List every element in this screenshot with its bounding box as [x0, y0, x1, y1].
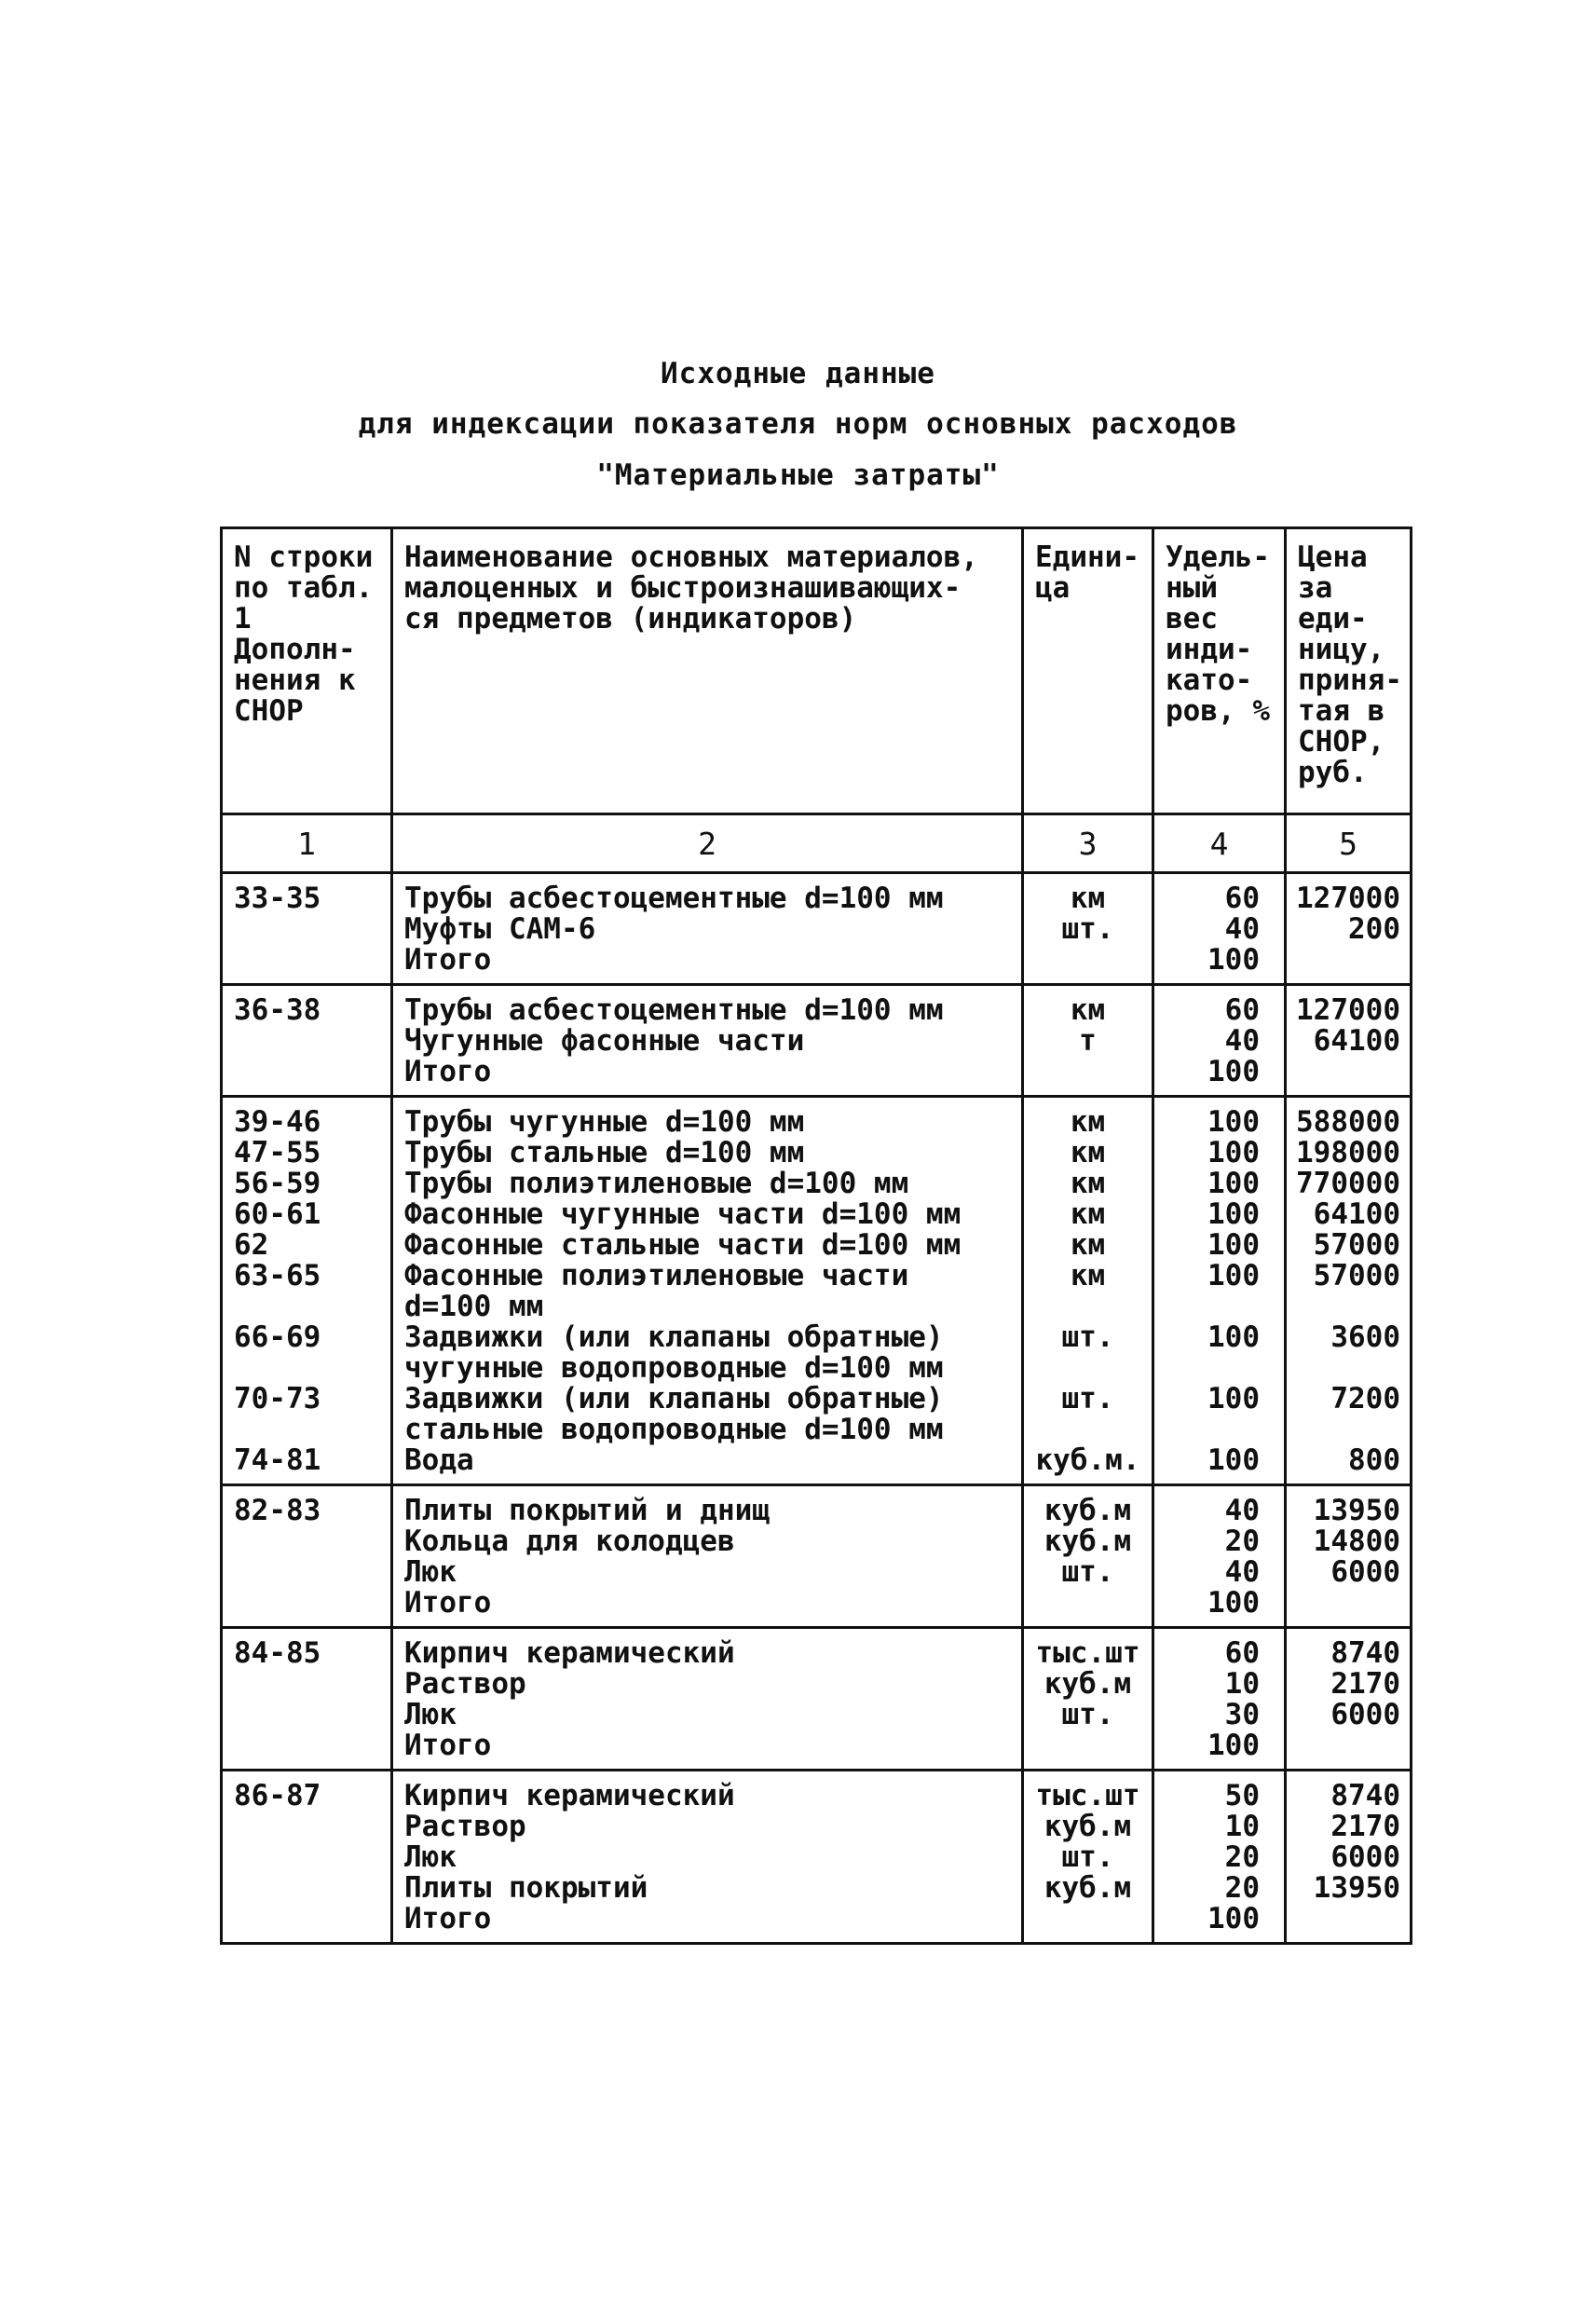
material-name: Чугунные фасонные части [404, 1024, 805, 1058]
price-value: 127000 [1296, 993, 1400, 1027]
unit-value: куб.м [1044, 1667, 1132, 1701]
unit-value-cell [1023, 1771, 1153, 1944]
material-name-cell [392, 1771, 1023, 1944]
unit-value [1024, 1292, 1152, 1322]
material-name: Люк [404, 1840, 457, 1874]
unit-value: шт. [1061, 1840, 1114, 1874]
unit-value-cell [1023, 1485, 1153, 1628]
row-code: 33-35 [234, 882, 321, 915]
material-name: Итого [404, 1055, 492, 1088]
price-value: 800 [1348, 1443, 1400, 1477]
weight-value: 100 [1207, 1443, 1260, 1477]
material-name: Кирпич керамический [404, 1779, 735, 1812]
unit-value: км [1070, 1228, 1106, 1262]
material-name: d=100 мм [404, 1290, 544, 1323]
price-value: 13950 [1313, 1494, 1400, 1527]
price-value: 198000 [1296, 1136, 1400, 1169]
unit-value: куб.м [1044, 1494, 1132, 1527]
material-name: Плиты покрытий и днищ [404, 1494, 770, 1527]
weight-value: 60 [1224, 1636, 1260, 1670]
weight-value: 100 [1207, 1586, 1260, 1620]
material-name: стальные водопроводные d=100 мм [404, 1413, 944, 1446]
row-code [234, 945, 390, 976]
weight-value: 40 [1224, 1024, 1260, 1058]
material-name: Задвижки (или клапаны обратные) [404, 1382, 944, 1415]
unit-value-cell [1023, 985, 1153, 1097]
row-code [234, 1353, 390, 1384]
weight-value: 100 [1207, 1729, 1260, 1762]
price-value: 588000 [1296, 1105, 1400, 1139]
weight-value: 100 [1207, 1902, 1260, 1935]
unit-value-cell [1023, 873, 1153, 985]
material-name: Раствор [404, 1810, 526, 1843]
price-value-cell [1286, 1628, 1412, 1771]
unit-value-cell [1023, 1628, 1153, 1771]
weight-value: 40 [1224, 1555, 1260, 1589]
price-value: 2170 [1330, 1667, 1400, 1701]
weight-value-cell [1153, 985, 1286, 1097]
weight-value: 30 [1224, 1698, 1260, 1731]
material-name: Трубы асбестоцементные d=100 мм [404, 993, 944, 1027]
row-code: 63-65 [234, 1259, 321, 1292]
row-code-cell [222, 1485, 392, 1628]
material-name: Муфты САМ-6 [404, 912, 596, 946]
price-value: 2170 [1330, 1810, 1400, 1843]
unit-value [1024, 1057, 1152, 1087]
material-name-cell [392, 1628, 1023, 1771]
price-value-cell [1286, 1097, 1412, 1485]
price-value: 7200 [1330, 1382, 1400, 1415]
weight-value: 20 [1224, 1840, 1260, 1874]
row-code [234, 1057, 390, 1087]
unit-value: шт. [1061, 912, 1114, 946]
material-name: Итого [404, 1729, 492, 1762]
column-number: 2 [392, 814, 1023, 873]
weight-value: 10 [1224, 1667, 1260, 1701]
column-number: 3 [1023, 814, 1153, 873]
column-numbers-row [222, 814, 1412, 873]
row-code-cell [222, 1771, 392, 1944]
price-value [1287, 1057, 1400, 1087]
weight-value-cell [1153, 1771, 1286, 1944]
row-code [234, 914, 390, 945]
row-code [234, 1292, 390, 1322]
row-code [234, 1557, 390, 1588]
price-value: 6000 [1330, 1698, 1400, 1731]
material-name-cell [392, 985, 1023, 1097]
material-name: Кольца для колодцев [404, 1525, 735, 1558]
price-value [1287, 1415, 1400, 1445]
unit-value: км [1070, 1136, 1106, 1169]
unit-value: куб.м [1044, 1871, 1132, 1905]
material-name: Трубы асбестоцементные d=100 мм [404, 882, 944, 915]
materials-table [220, 526, 1412, 1945]
price-value-cell [1286, 1771, 1412, 1944]
row-code: 66-69 [234, 1320, 321, 1354]
unit-value: шт. [1061, 1698, 1114, 1731]
weight-value: 20 [1224, 1871, 1260, 1905]
price-value [1287, 1292, 1400, 1322]
unit-value: куб.м. [1035, 1443, 1140, 1477]
weight-value: 60 [1224, 993, 1260, 1027]
weight-value: 100 [1207, 1382, 1260, 1415]
row-code [234, 1415, 390, 1445]
weight-value-cell [1153, 873, 1286, 985]
weight-value: 40 [1224, 912, 1260, 946]
weight-value: 100 [1207, 1167, 1260, 1200]
price-value [1287, 945, 1400, 976]
material-name: Фасонные чугунные части d=100 мм [404, 1197, 962, 1231]
row-code: 82-83 [234, 1494, 321, 1527]
weight-value: 50 [1224, 1779, 1260, 1812]
material-name: Кирпич керамический [404, 1636, 735, 1670]
material-name-cell [392, 873, 1023, 985]
price-value: 770000 [1296, 1167, 1400, 1200]
row-code-cell [222, 873, 392, 985]
column-number: 1 [222, 814, 392, 873]
title-line-3: "Материальные затраты" [596, 458, 1000, 492]
price-value-cell [1286, 873, 1412, 985]
header-weight: Удель- ный вес инди- като- ров, % [1153, 528, 1286, 814]
unit-value [1024, 1904, 1152, 1935]
price-value-cell [1286, 1485, 1412, 1628]
table-row-group [222, 873, 1412, 985]
row-code [234, 1669, 390, 1700]
weight-value-cell [1153, 1097, 1286, 1485]
row-code: 86-87 [234, 1779, 321, 1812]
weight-value-cell [1153, 1485, 1286, 1628]
row-code: 36-38 [234, 993, 321, 1027]
price-value: 57000 [1313, 1259, 1400, 1292]
weight-value: 10 [1224, 1810, 1260, 1843]
weight-value: 100 [1207, 1105, 1260, 1139]
row-code: 60-61 [234, 1197, 321, 1231]
unit-value: шт. [1061, 1320, 1114, 1354]
price-value: 200 [1348, 912, 1400, 946]
table-row-group [222, 1097, 1412, 1485]
price-value: 57000 [1313, 1228, 1400, 1262]
weight-value: 20 [1224, 1525, 1260, 1558]
table-row-group [222, 1485, 1412, 1628]
weight-value: 40 [1224, 1494, 1260, 1527]
material-name: Трубы стальные d=100 мм [404, 1136, 805, 1169]
material-name-cell [392, 1485, 1023, 1628]
table-row-group [222, 985, 1412, 1097]
row-code: 56-59 [234, 1167, 321, 1200]
unit-value: км [1070, 1197, 1106, 1231]
material-name: Фасонные стальные части d=100 мм [404, 1228, 962, 1262]
unit-value [1024, 1353, 1152, 1384]
unit-value [1024, 945, 1152, 976]
weight-value [1154, 1292, 1260, 1322]
material-name: Задвижки (или клапаны обратные) [404, 1320, 944, 1354]
header-row-number: N строки по табл. 1 Дополн- нения к СНОР [222, 528, 392, 814]
price-value [1287, 1353, 1400, 1384]
price-value: 8740 [1330, 1636, 1400, 1670]
header-unit: Едини- ца [1023, 528, 1153, 814]
unit-value [1024, 1415, 1152, 1445]
title-line-2: для индексации показателя норм основных расходов [358, 407, 1238, 441]
material-name: Трубы полиэтиленовые d=100 мм [404, 1167, 909, 1200]
row-code [234, 1730, 390, 1761]
weight-value: 100 [1207, 1320, 1260, 1354]
unit-value: шт. [1061, 1382, 1114, 1415]
price-value: 6000 [1330, 1555, 1400, 1589]
row-code [234, 1842, 390, 1873]
row-code: 74-81 [234, 1443, 321, 1477]
row-code: 39-46 [234, 1105, 321, 1139]
weight-value: 100 [1207, 1228, 1260, 1262]
price-value: 8740 [1330, 1779, 1400, 1812]
unit-value [1024, 1588, 1152, 1619]
material-name: Итого [404, 1586, 492, 1620]
table-row-group [222, 1628, 1412, 1771]
price-value [1287, 1588, 1400, 1619]
unit-value: тыс.шт [1035, 1779, 1140, 1812]
material-name: чугунные водопроводные d=100 мм [404, 1351, 944, 1385]
weight-value [1154, 1415, 1260, 1445]
unit-value: км [1070, 1105, 1106, 1139]
material-name: Итого [404, 1902, 492, 1935]
row-code-cell [222, 985, 392, 1097]
row-code: 70-73 [234, 1382, 321, 1415]
unit-value-cell [1023, 1097, 1153, 1485]
unit-value: тыс.шт [1035, 1636, 1140, 1670]
row-code: 47-55 [234, 1136, 321, 1169]
unit-value [1024, 1730, 1152, 1761]
row-code [234, 1904, 390, 1935]
weight-value-cell [1153, 1628, 1286, 1771]
row-code-cell [222, 1097, 392, 1485]
unit-value: т [1079, 1024, 1097, 1058]
material-name: Трубы чугунные d=100 мм [404, 1105, 805, 1139]
unit-value: км [1070, 993, 1106, 1027]
material-name: Раствор [404, 1667, 526, 1701]
row-code-cell [222, 1628, 392, 1771]
weight-value [1154, 1353, 1260, 1384]
weight-value: 100 [1207, 1259, 1260, 1292]
row-code: 84-85 [234, 1636, 321, 1670]
price-value: 127000 [1296, 882, 1400, 915]
weight-value: 100 [1207, 1197, 1260, 1231]
price-value: 64100 [1313, 1197, 1400, 1231]
row-code [234, 1588, 390, 1619]
price-value: 64100 [1313, 1024, 1400, 1058]
column-number: 5 [1286, 814, 1412, 873]
weight-value: 100 [1207, 1136, 1260, 1169]
price-value: 6000 [1330, 1840, 1400, 1874]
weight-value: 100 [1207, 1055, 1260, 1088]
row-code [234, 1812, 390, 1842]
price-value-cell [1286, 985, 1412, 1097]
material-name: Плиты покрытий [404, 1871, 648, 1905]
row-code [234, 1700, 390, 1730]
title-line-1: Исходные данные [661, 357, 935, 390]
price-value: 14800 [1313, 1525, 1400, 1558]
material-name: Вода [404, 1443, 474, 1477]
table-header-row [222, 528, 1412, 814]
material-name: Фасонные полиэтиленовые части [404, 1259, 909, 1292]
price-value: 13950 [1313, 1871, 1400, 1905]
price-value [1287, 1904, 1400, 1935]
row-code [234, 1026, 390, 1057]
unit-value: шт. [1061, 1555, 1114, 1589]
unit-value: км [1070, 1167, 1106, 1200]
material-name-cell [392, 1097, 1023, 1485]
unit-value: куб.м [1044, 1810, 1132, 1843]
row-code [234, 1873, 390, 1904]
material-name: Итого [404, 943, 492, 977]
material-name: Люк [404, 1698, 457, 1731]
unit-value: куб.м [1044, 1525, 1132, 1558]
row-code: 62 [234, 1228, 269, 1262]
weight-value: 100 [1207, 943, 1260, 977]
header-material-name: Наименование основных материалов, малоценных и быстроизнашивающих- ся предметов (индикаторов) [392, 528, 1023, 814]
row-code [234, 1526, 390, 1557]
unit-value: км [1070, 882, 1106, 915]
table-row-group [222, 1771, 1412, 1944]
material-name: Люк [404, 1555, 457, 1589]
unit-value: км [1070, 1259, 1106, 1292]
price-value: 3600 [1330, 1320, 1400, 1354]
column-number: 4 [1153, 814, 1286, 873]
weight-value: 60 [1224, 882, 1260, 915]
header-price: Цена за еди- ницу, приня- тая в СНОР, руб. [1286, 528, 1412, 814]
price-value [1287, 1730, 1400, 1761]
